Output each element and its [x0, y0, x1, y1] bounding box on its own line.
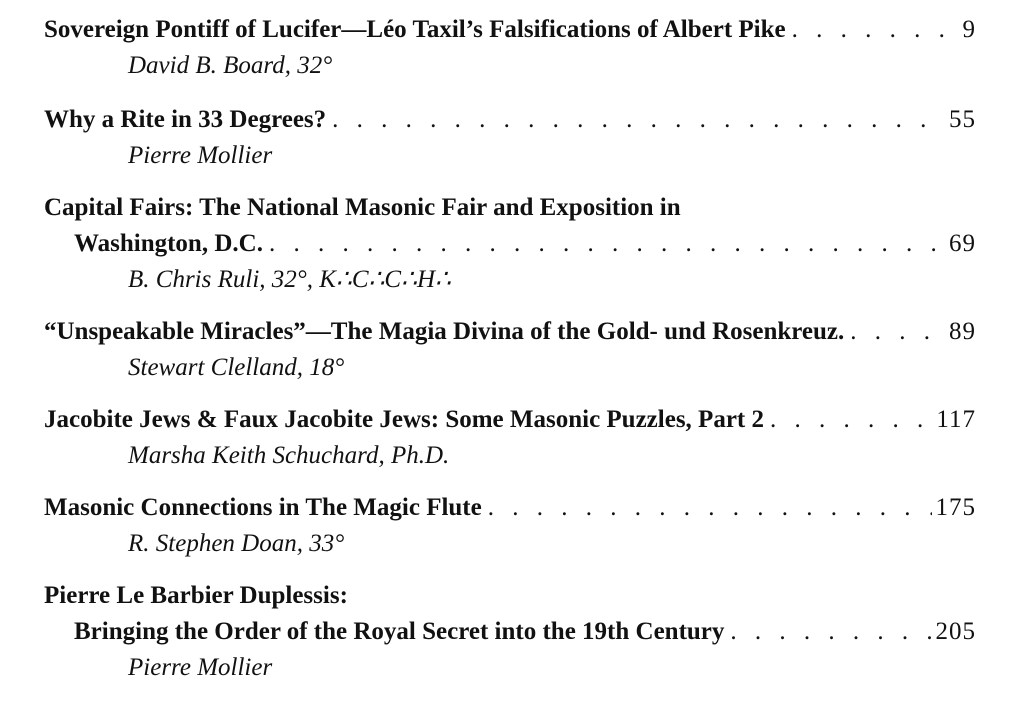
toc-entry [44, 402, 976, 474]
toc-author: R. Stephen Doan, 33° [128, 530, 345, 557]
toc-title-line [44, 226, 976, 262]
toc-entry [44, 190, 976, 298]
toc-author: Marsha Keith Schuchard, Ph.D. [128, 442, 450, 469]
toc-title-line [44, 314, 976, 350]
table-of-contents [44, 12, 976, 686]
toc-title-line [44, 12, 976, 48]
toc-title-line [44, 190, 976, 226]
dot-leader [269, 226, 945, 262]
toc-title: Masonic Connections in The Magic Flute [44, 494, 482, 521]
toc-title-line [44, 578, 976, 614]
toc-title-continued: Bringing the Order of the Royal Secret into the 19th Century [74, 618, 725, 645]
toc-author: Pierre Mollier [128, 142, 273, 169]
toc-author: B. Chris Ruli, 32°, K∴C∴C∴H∴ [128, 266, 451, 293]
toc-page-number: 55 [949, 106, 976, 133]
toc-title-line [44, 102, 976, 138]
toc-title: Capital Fairs: The National Masonic Fair and Exposition in [44, 194, 681, 221]
toc-title-line [44, 614, 976, 650]
dot-leader [770, 402, 932, 438]
toc-page-number: 9 [962, 16, 976, 43]
toc-entry [44, 314, 976, 386]
toc-title: “Unspeakable Miracles”—The Magia Divina of the Gold- und Rosenkreuz. [44, 318, 845, 345]
toc-entry [44, 578, 976, 686]
dot-leader [850, 314, 945, 350]
toc-title-continued: Washington, D.C. [74, 230, 263, 257]
toc-author: Stewart Clelland, 18° [128, 354, 345, 381]
dot-leader [730, 614, 931, 650]
toc-title: Why a Rite in 33 Degrees? [44, 106, 327, 133]
dot-leader [488, 490, 932, 526]
toc-page-number: 205 [935, 618, 976, 645]
toc-entry [44, 490, 976, 562]
toc-title-line [44, 490, 976, 526]
toc-page-number: 117 [936, 406, 976, 433]
dot-leader [792, 12, 959, 48]
toc-author: Pierre Mollier [128, 654, 273, 681]
toc-title: Pierre Le Barbier Duplessis: [44, 582, 348, 609]
toc-entry [44, 12, 976, 84]
toc-page-number: 175 [935, 494, 976, 521]
dot-leader [332, 102, 945, 138]
toc-page-number: 89 [949, 318, 976, 345]
toc-title: Sovereign Pontiff of Lucifer—Léo Taxil’s Falsifications of Albert Pike [44, 16, 786, 43]
toc-title: Jacobite Jews & Faux Jacobite Jews: Some Masonic Puzzles, Part 2 [44, 406, 764, 433]
toc-entry [44, 102, 976, 174]
toc-page-number: 69 [949, 230, 976, 257]
toc-title-line [44, 402, 976, 438]
toc-author: David B. Board, 32° [128, 52, 333, 79]
